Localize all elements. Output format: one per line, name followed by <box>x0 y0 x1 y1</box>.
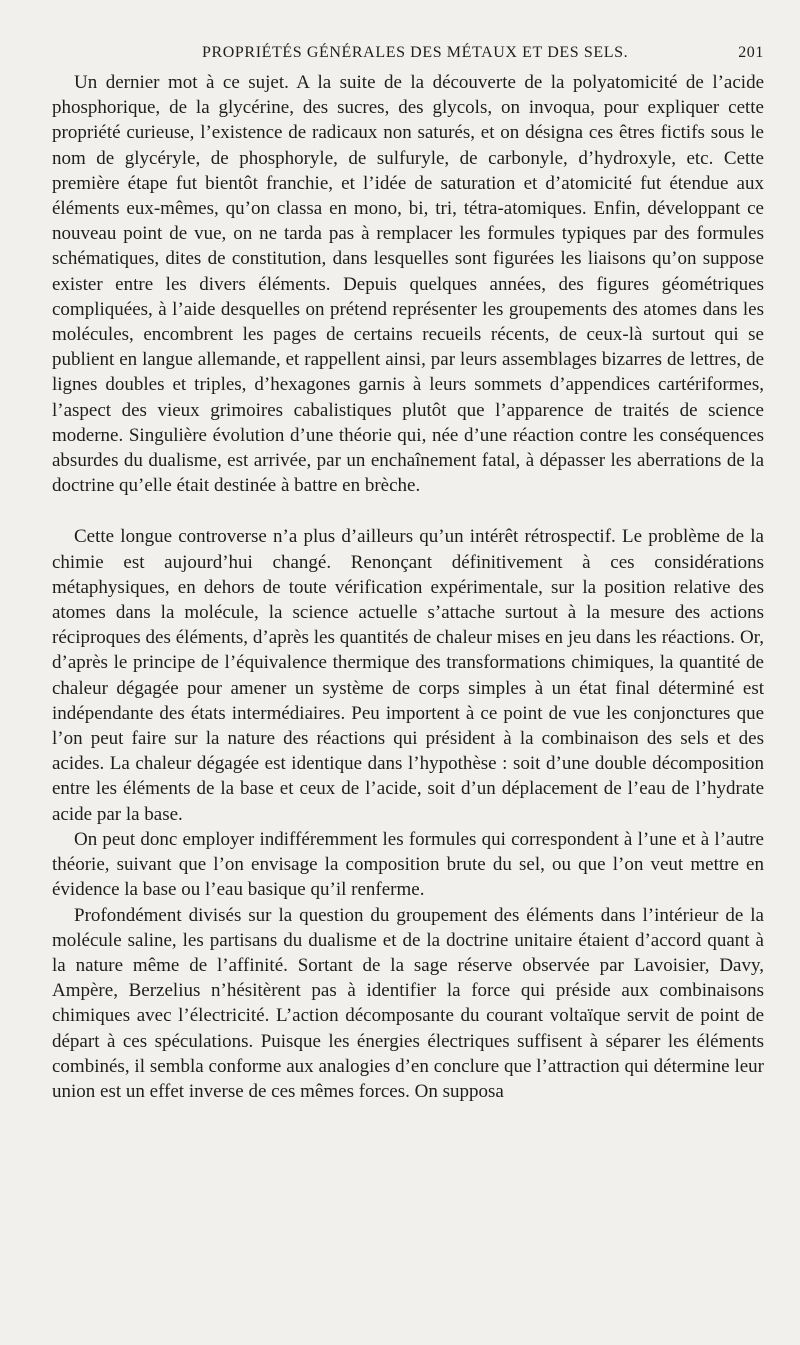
page-number: 201 <box>738 44 764 61</box>
page-body <box>52 70 764 1104</box>
paragraph: Profondément divisés sur la question du groupement des éléments dans l’intérieur de la molécule saline, les partisans du dualisme et de la doctrine unitaire étaient d’accord quant à la nature même de l’affinité. Sortant de la sage réserve observée par Lavoisier, Davy, Ampère, Berzelius n’hésitèrent pas à identifier la force qui préside aux combinaisons chimiques avec l’électricité. L’action décomposante du courant voltaïque servit de point de départ à ces spéculations. Puisque les énergies électriques suffisent à séparer les éléments combinés, il sembla conforme aux analogies d’en conclure que l’attraction qui détermine leur union est un effet inverse de ces mêmes forces. On supposa <box>52 904 764 1102</box>
paragraph: Cette longue controverse n’a plus d’ailleurs qu’un intérêt rétrospectif. Le problème de la chimie est aujourd’hui changé. Renonçant définitivement à ces considérations métaphysiques, en dehors de toute vérification expérimentale, sur la position relative des atomes dans la molécule, la science actuelle s’attache surtout à la mesure des actions réciproques des éléments, d’après les quantités de chaleur mises en jeu dans les réactions. Or, d’après le principe de l’équivalence thermique des transformations chimiques, la quantité de chaleur dégagée pour amener un système de corps simples à un état final déterminé est indépendante des états intermédiaires. Peu importent à ce point de vue les conjonctures que l’on peut faire sur la nature des réactions qui président à la combinaison des sels et des acides. La chaleur dégagée est identique dans l’hypothèse : soit d’une double décomposition entre les éléments de la base et ceux de l’acide, soit d’un déplacement de l’eau de l’hydrate acide par la base. <box>52 526 764 825</box>
running-title: PROPRIÉTÉS GÉNÉRALES DES MÉTAUX ET DES SELS. <box>202 44 629 61</box>
paragraph: On peut donc employer indifféremment les formules qui correspondent à l’une et à l’autre théorie, suivant que l’on envisage la composition brute du sel, ou que l’on veut mettre en évidence la base ou l’eau basique qu’il renferme. <box>52 828 764 901</box>
paragraph: Un dernier mot à ce sujet. A la suite de la découverte de la polyatomicité de l’acide phosphorique, de la glycérine, des sucres, des glycols, on invoqua, pour expliquer cette propriété curieuse, l’existence de radicaux non saturés, et on désigna ces êtres fictifs sous le nom de glycéryle, de phosphoryle, de sulfuryle, de carbonyle, d’hydroxyle, etc. Cette première étape fut bientôt franchie, et l’idée de saturation et d’atomicité fut étendue aux éléments eux-mêmes, qu’on classa en mono, bi, tri, tétra-atomiques. Enfin, développant ce nouveau point de vue, on ne tarda pas à remplacer les formules typiques par des formules schématiques, dites de constitution, dans lesquelles sont figurées les liaisons qu’on suppose exister entre les divers éléments. Depuis quelques années, des figures géométriques compliquées, à l’aide desquelles on prétend représenter les groupements des atomes dans les molécules, encombrent les pages de certains recueils récents, de ceux-là surtout qui se publient en langue allemande, et rappellent ainsi, par leurs assemblages bizarres de lettres, de lignes doubles et triples, d’hexagones garnis à leurs sommets d’appendices cartériformes, l’aspect des vieux grimoires cabalistiques plutôt que l’apparence de traités de science moderne. Singulière évolution d’une théorie qui, née d’une réaction contre les conséquences absurdes du dualisme, est arrivée, par un enchaînement fatal, à dépasser les aberrations de la doctrine qu’elle était destinée à battre en brèche. <box>52 72 764 497</box>
